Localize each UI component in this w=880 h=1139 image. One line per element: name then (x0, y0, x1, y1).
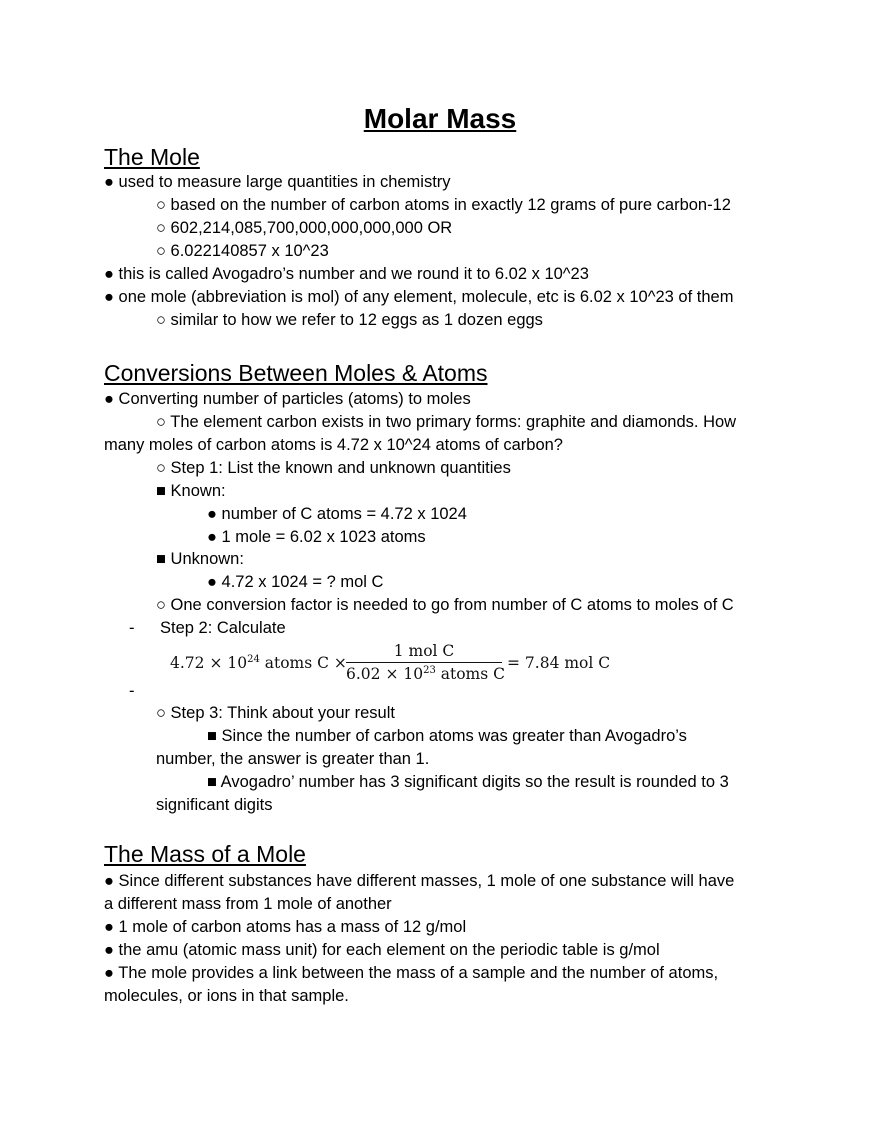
equation-lhs: $4.72 \times 10^{24}$ atoms C × (170, 654, 347, 672)
list-item: ● used to measure large quantities in chemistry (104, 173, 451, 191)
list-item: ○ One conversion factor is needed to go from number of C atoms to moles of C (156, 596, 734, 614)
conversion-equation (170, 640, 630, 690)
list-item-continuation: significant digits (156, 796, 273, 814)
list-item-continuation: molecules, or ions in that sample. (104, 987, 349, 1005)
dash-marker: - (129, 619, 135, 637)
list-item-continuation: many moles of carbon atoms is 4.72 x 10^24 atoms of carbon? (104, 436, 563, 454)
dash-marker: - (129, 682, 135, 700)
list-item: ○ The element carbon exists in two primary forms: graphite and diamonds. How (156, 413, 737, 431)
list-item: ● number of C atoms = 4.72 x 1024 (207, 505, 467, 523)
list-item: ● Since different substances have different masses, 1 mole of one substance will have (104, 872, 735, 890)
section-heading-conversions: Conversions Between Moles & Atoms (104, 360, 488, 386)
list-item: ○ similar to how we refer to 12 eggs as 1 dozen eggs (156, 311, 543, 329)
list-item: ● one mole (abbreviation is mol) of any element, molecule, etc is 6.02 x 10^23 of them (104, 288, 734, 306)
page-title: Molar Mass (363, 103, 517, 134)
list-item: ○ 6.022140857 x 10^23 (156, 242, 329, 260)
equation-result: = 7.84 mol C (507, 654, 611, 672)
list-item: ● 4.72 x 1024 = ? mol C (207, 573, 384, 591)
list-item: ● this is called Avogadro’s number and we round it to 6.02 x 10^23 (104, 265, 589, 283)
list-item: ○ 602,214,085,700,000,000,000,000 OR (156, 219, 453, 237)
list-item: ■ Unknown: (156, 550, 244, 568)
list-item: ● The mole provides a link between the mass of a sample and the number of atoms, (104, 964, 719, 982)
list-item: ● 1 mole = 6.02 x 1023 atoms (207, 528, 426, 546)
list-item: Step 2: Calculate (160, 619, 286, 637)
list-item: ■ Since the number of carbon atoms was greater than Avogadro’s (207, 727, 687, 745)
equation-fraction (346, 640, 505, 685)
list-item-continuation: number, the answer is greater than 1. (156, 750, 430, 768)
list-item-continuation: a different mass from 1 mole of another (104, 895, 392, 913)
section-heading-mass: The Mass of a Mole (104, 841, 306, 867)
list-item: ● the amu (atomic mass unit) for each element on the periodic table is g/mol (104, 941, 660, 959)
list-item: ● Converting number of particles (atoms) to moles (104, 390, 471, 408)
fraction-denominator: $6.02 \times 10^{23}$ atoms C (346, 665, 505, 683)
list-item: ● 1 mole of carbon atoms has a mass of 12 g/mol (104, 918, 467, 936)
list-item: ○ based on the number of carbon atoms in exactly 12 grams of pure carbon-12 (156, 196, 731, 214)
fraction-numerator: 1 mol C (393, 642, 455, 660)
list-item: ○ Step 1: List the known and unknown quantities (156, 459, 511, 477)
list-item: ○ Step 3: Think about your result (156, 704, 395, 722)
section-heading-mole: The Mole (104, 144, 200, 170)
list-item: ■ Avogadro’ number has 3 significant digits so the result is rounded to 3 (207, 773, 729, 791)
list-item: ■ Known: (156, 482, 226, 500)
